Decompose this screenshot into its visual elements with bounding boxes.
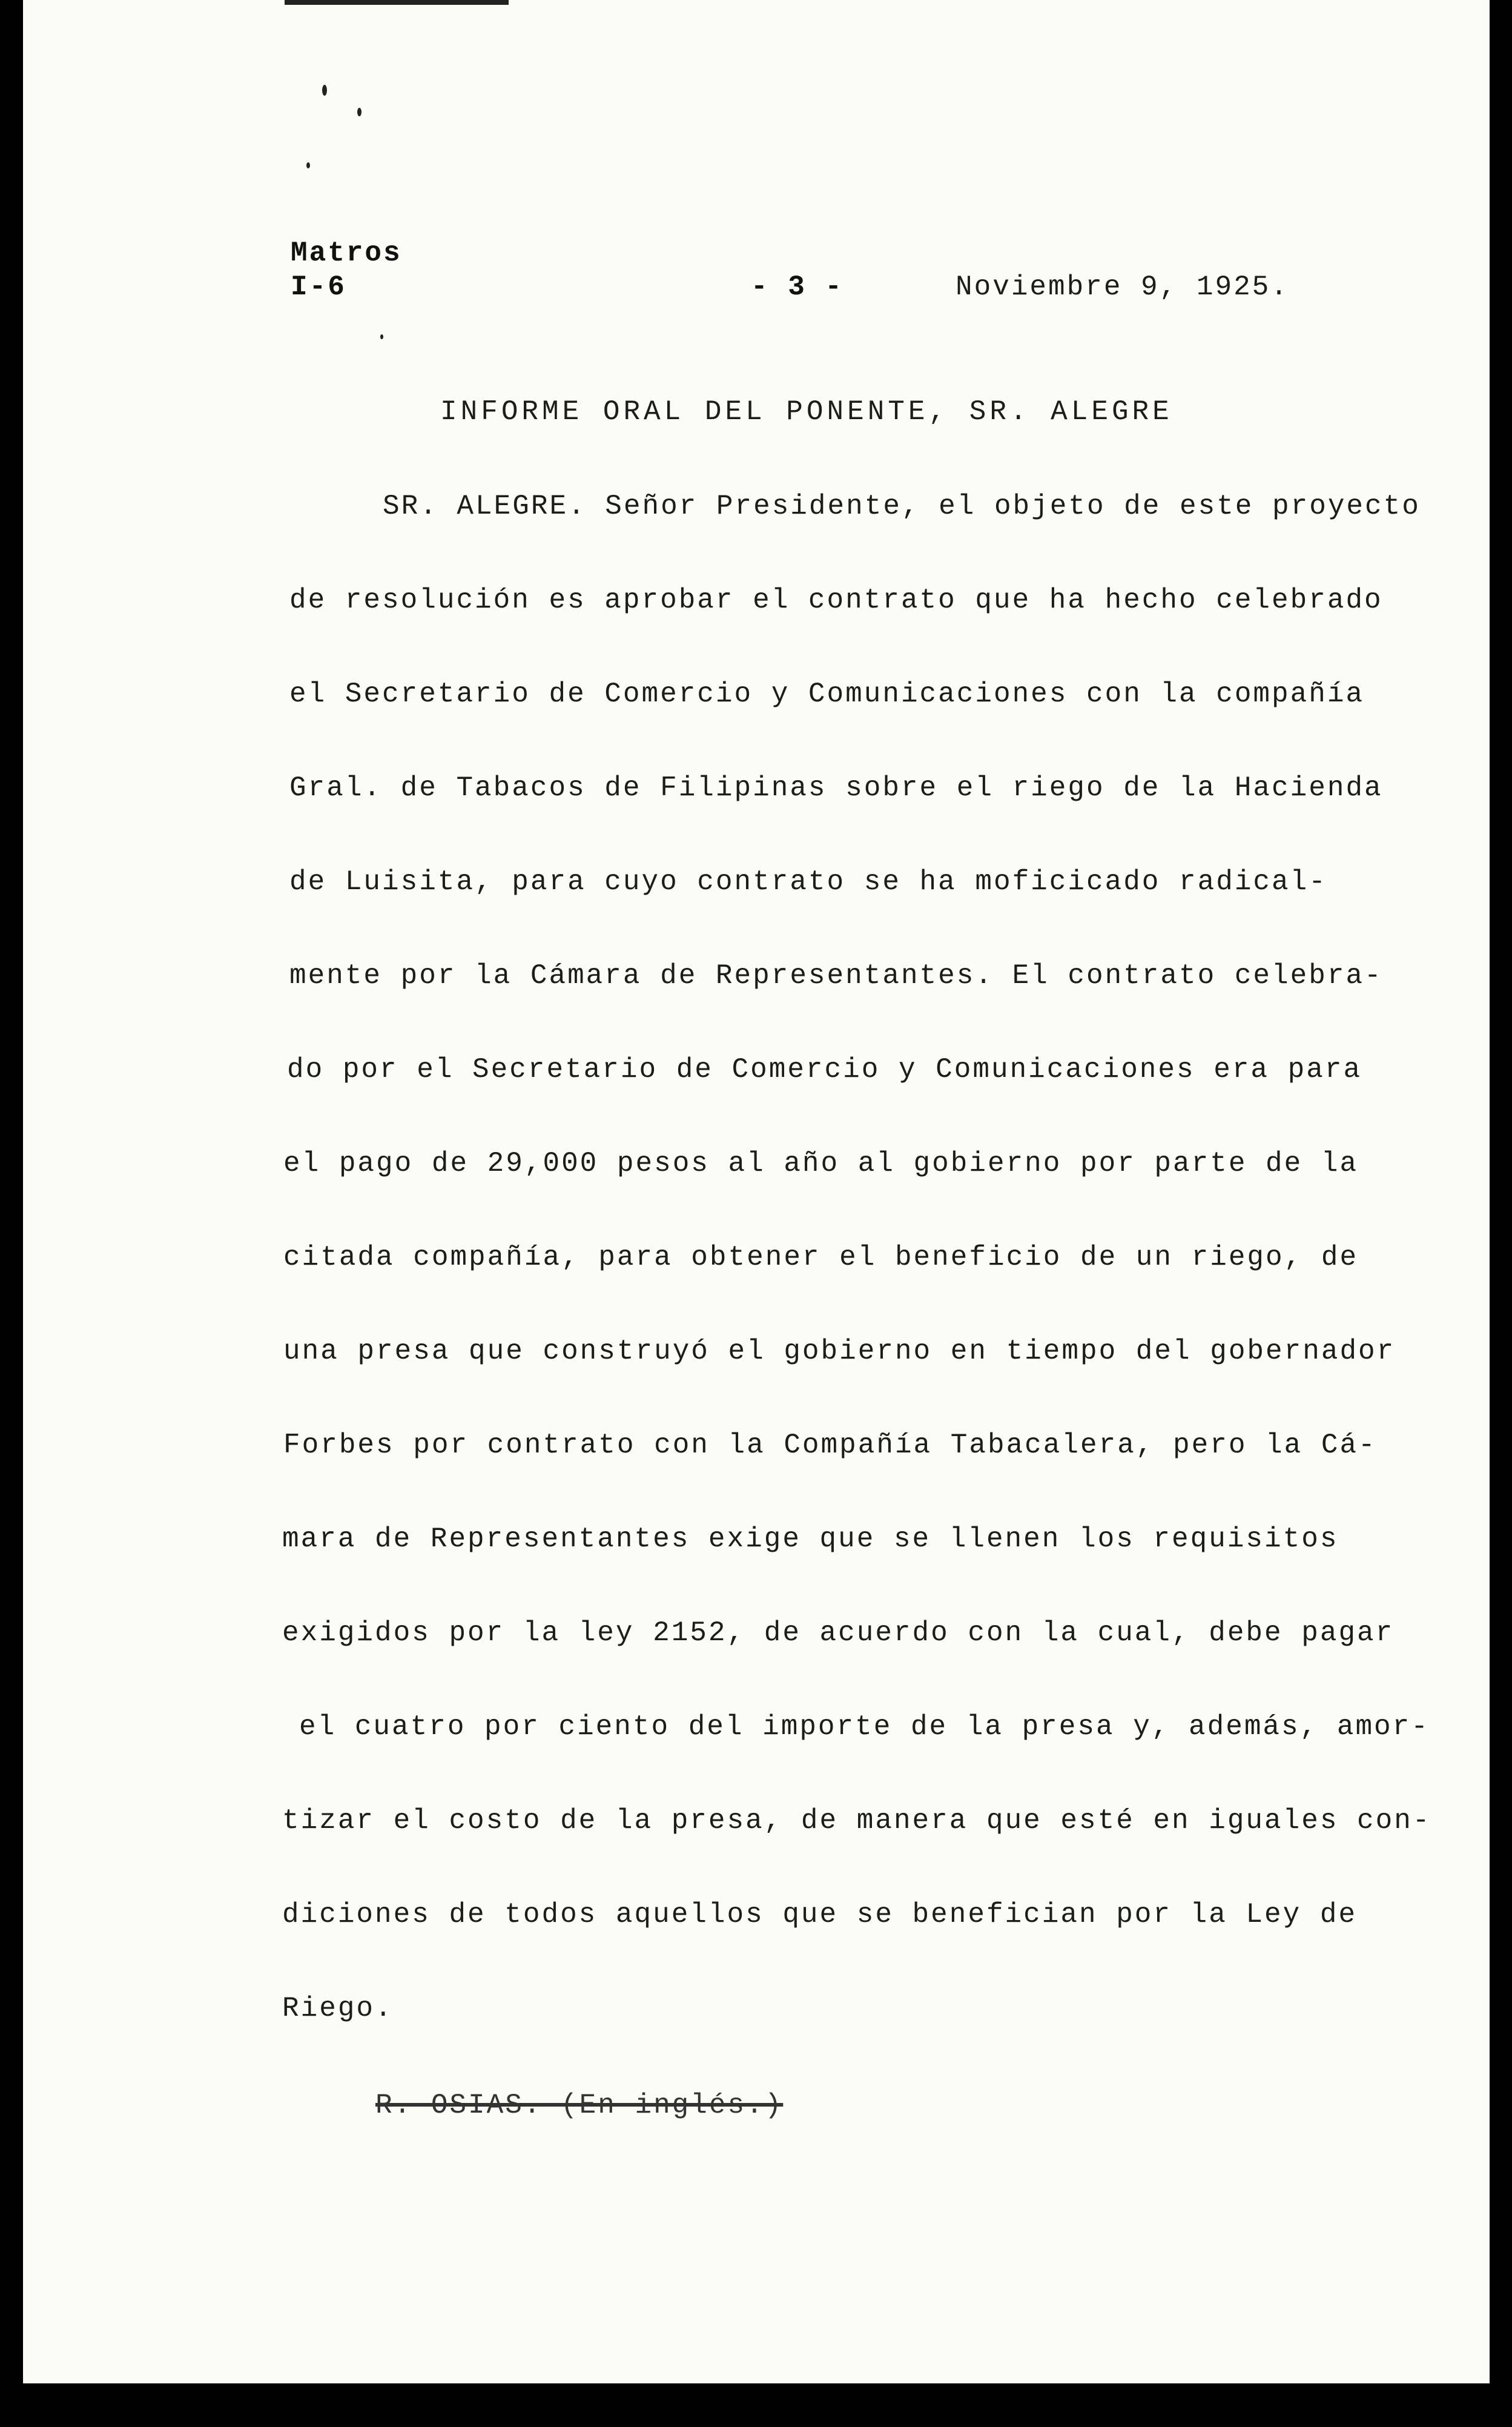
body-line: una presa que construyó el gobierno en tiempo del gobernador: [283, 1336, 1396, 1367]
body-line: tizar el costo de la presa, de manera que esté en iguales con-: [282, 1805, 1431, 1836]
ink-speck: [380, 334, 383, 339]
body-line: Forbes por contrato con la Compañía Tabacalera, pero la Cá-: [283, 1429, 1377, 1461]
body-line: de resolución es aprobar el contrato que ha hecho celebrado: [289, 584, 1383, 616]
ink-speck: [357, 108, 361, 116]
ink-speck: [306, 162, 310, 168]
body-line: el Secretario de Comercio y Comunicaciones con la compañía: [289, 678, 1365, 710]
ink-speck: [322, 85, 327, 96]
page-number: - 3 -: [751, 271, 844, 303]
header-author: Matros: [291, 237, 402, 269]
body-line: diciones de todos aquellos que se benefician por la Ley de: [282, 1899, 1358, 1930]
body-line: de Luisita, para cuyo contrato se ha moficicado radical-: [289, 866, 1327, 898]
body-line: exigidos por la ley 2152, de acuerdo con la cual, debe pagar: [282, 1617, 1395, 1649]
body-line: mara de Representantes exige que se llenen los requisitos: [282, 1523, 1339, 1555]
body-line: Riego.: [282, 1993, 394, 2024]
body-line: SR. ALEGRE. Señor Presidente, el objeto de este proyecto: [383, 491, 1421, 522]
body-line: citada compañía, para obtener el beneficio de un riego, de: [283, 1242, 1359, 1273]
header-date: Noviembre 9, 1925.: [956, 271, 1289, 303]
body-line: do por el Secretario de Comercio y Comunicaciones era para: [287, 1054, 1362, 1085]
document-page: [23, 0, 1490, 2383]
body-line: el pago de 29,000 pesos al año al gobierno por parte de la: [283, 1148, 1359, 1179]
body-line: mente por la Cámara de Representantes. El contrato celebra-: [289, 960, 1383, 992]
struck-speaker-line: R. OSIAS. (En inglés.): [375, 2090, 784, 2121]
header-code: I-6: [291, 271, 346, 303]
body-line: Gral. de Tabacos de Filipinas sobre el riego de la Hacienda: [289, 772, 1383, 804]
body-line: el cuatro por ciento del importe de la presa y, además, amor-: [299, 1711, 1430, 1743]
page-title: INFORME ORAL DEL PONENTE, SR. ALEGRE: [440, 396, 1173, 428]
scan-edge-mark: [285, 0, 509, 5]
